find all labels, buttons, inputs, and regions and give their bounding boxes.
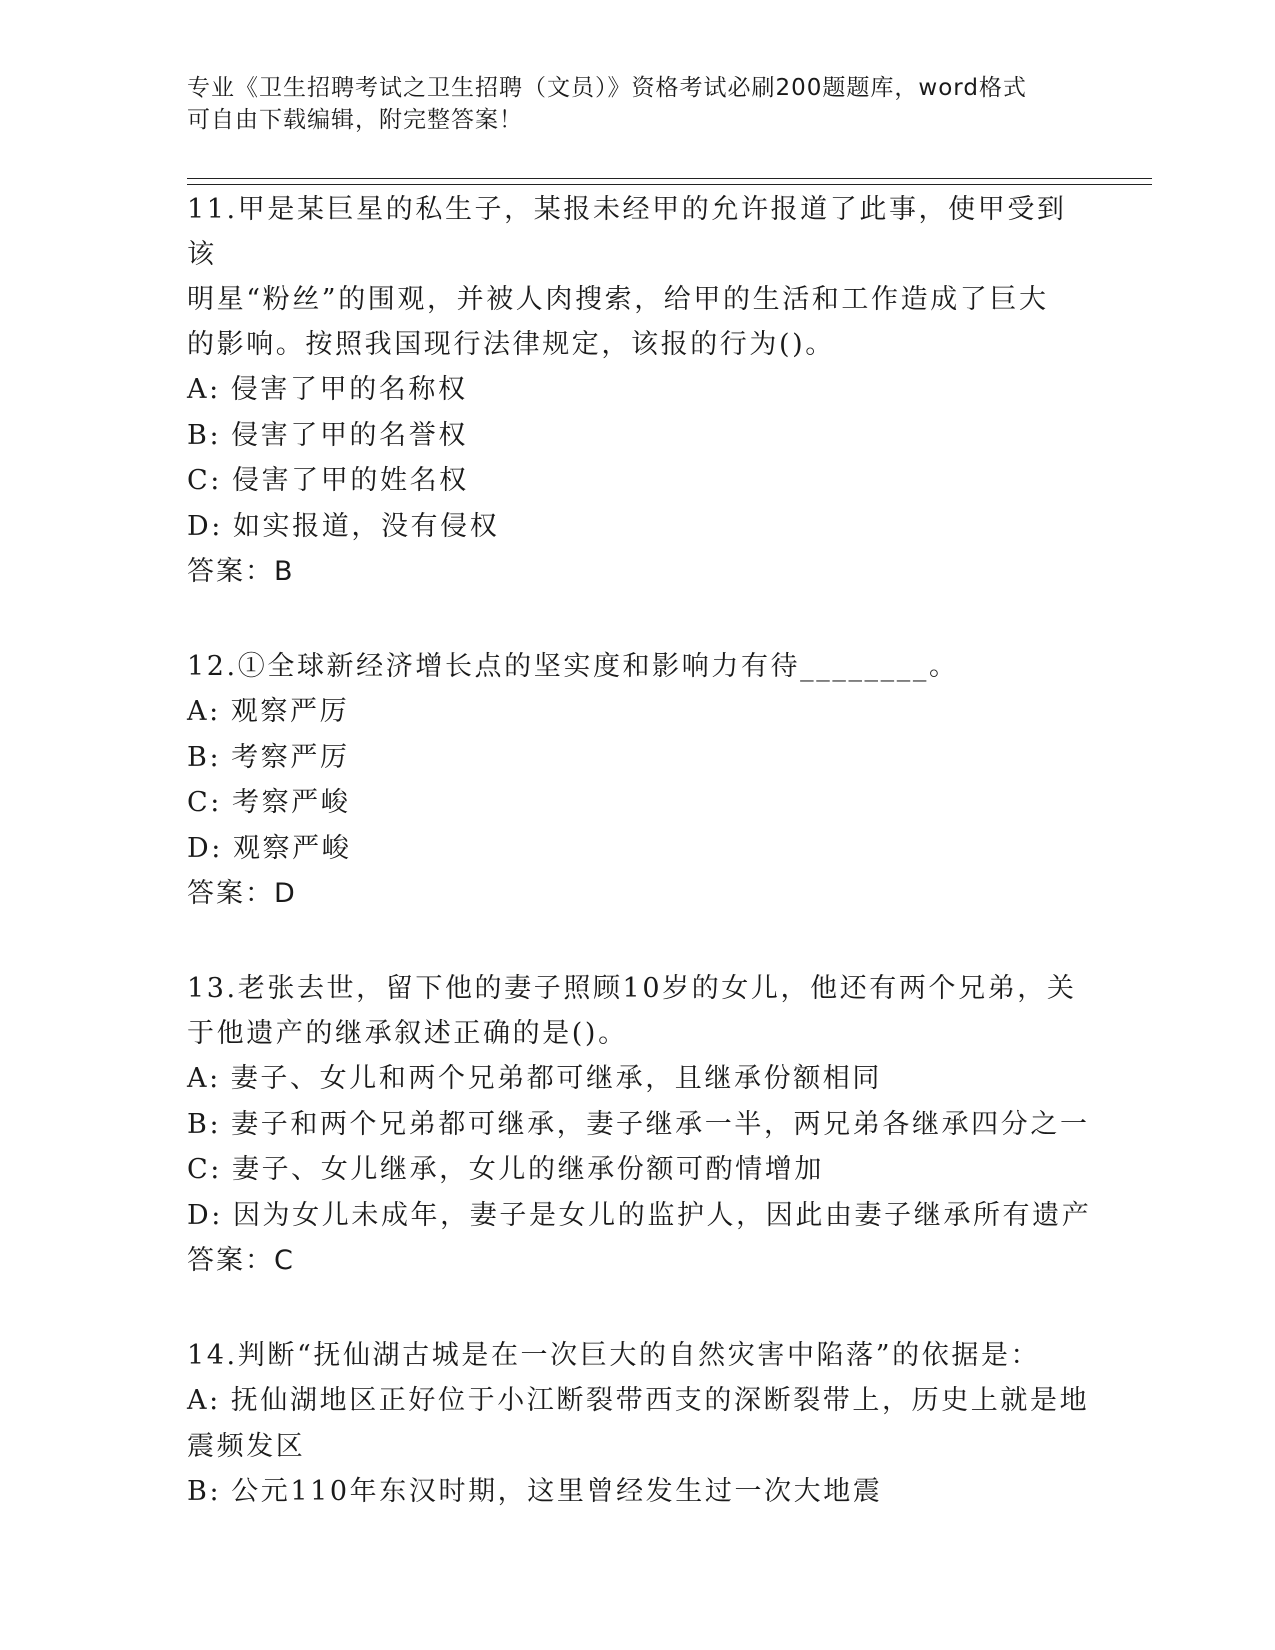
option-label: C:	[187, 1154, 222, 1185]
option-c	[187, 1147, 1087, 1193]
question-12	[187, 644, 1087, 916]
option-label: A:	[187, 1063, 221, 1094]
header-line-1: 专业《卫生招聘考试之卫生招聘（文员）》资格考试必刷200题题库，word格式	[187, 75, 1027, 101]
option-label: D:	[187, 832, 223, 864]
option-c	[187, 458, 1087, 504]
question-14	[187, 1333, 1090, 1515]
option-text: 妻子、女儿和两个兄弟都可继承，且继承份额相同	[230, 1063, 882, 1094]
header-divider-top	[187, 178, 1152, 179]
question-text-line: 13.老张去世，留下他的妻子照顾10岁的女儿，他还有两个兄弟，关	[187, 973, 1077, 1004]
option-label: C:	[187, 465, 222, 496]
option-a	[187, 689, 1087, 735]
header-line-2: 可自由下载编辑，附完整答案！	[187, 107, 523, 133]
question-text-line: 14.判断“抚仙湖古城是在一次巨大的自然灾害中陷落”的依据是：	[187, 1340, 1041, 1371]
option-d	[187, 504, 1087, 550]
option-label: C:	[187, 787, 222, 818]
question-text-line: 于他遗产的继承叙述正确的是()。	[187, 1018, 628, 1049]
option-label: B:	[187, 419, 222, 451]
option-a	[187, 1378, 1090, 1424]
option-text: 观察严峻	[232, 832, 352, 864]
option-text: 考察严厉	[231, 741, 350, 773]
option-c	[187, 780, 1087, 826]
question-text-line: 明星“粉丝”的围观，并被人肉搜索，给甲的生活和工作造成了巨大	[187, 284, 1049, 315]
option-label: A:	[187, 374, 221, 405]
question-11	[187, 187, 1087, 594]
option-a-continued	[187, 1424, 1087, 1470]
option-text: 因为女儿未成年，妻子是女儿的监护人，因此由妻子继承所有遗产	[232, 1199, 1092, 1231]
option-label: A:	[187, 696, 221, 727]
question-spacer	[187, 916, 1087, 966]
option-label: D:	[187, 1199, 223, 1231]
option-text: 震频发区	[187, 1430, 306, 1462]
option-text: 侵害了甲的名称权	[230, 374, 468, 405]
question-spacer	[187, 1283, 1087, 1333]
option-label: B:	[187, 1108, 222, 1140]
option-d	[187, 1193, 1092, 1239]
option-text: 如实报道，没有侵权	[232, 510, 500, 542]
option-b	[187, 735, 1087, 781]
header-divider-bottom	[187, 184, 1152, 185]
option-b	[187, 1469, 1087, 1515]
option-text: 侵害了甲的姓名权	[231, 465, 469, 496]
option-text: 观察严厉	[230, 696, 350, 727]
answer-line: 答案：B	[187, 556, 295, 587]
option-text: 考察严峻	[231, 787, 351, 818]
question-text-line: 12.①全球新经济增长点的坚实度和影响力有待________。	[187, 651, 959, 682]
option-b	[187, 413, 1087, 459]
option-a	[187, 1056, 1087, 1102]
option-text: 妻子、女儿继承，女儿的继承份额可酌情增加	[231, 1154, 824, 1185]
question-spacer	[187, 594, 1087, 644]
option-label: B:	[187, 741, 222, 773]
option-a	[187, 367, 1087, 413]
option-label: D:	[187, 510, 223, 542]
document-header	[187, 72, 1067, 136]
question-13	[187, 966, 1092, 1283]
option-d	[187, 826, 1087, 872]
option-b	[187, 1102, 1090, 1148]
answer-line: 答案：C	[187, 1245, 295, 1276]
option-text: 妻子和两个兄弟都可继承，妻子继承一半，两兄弟各继承四分之一	[231, 1108, 1090, 1140]
question-list	[187, 187, 1092, 1515]
option-text: 侵害了甲的名誉权	[231, 419, 468, 451]
option-text: 公元110年东汉时期，这里曾经发生过一次大地震	[231, 1476, 883, 1507]
answer-line: 答案：D	[187, 878, 297, 909]
question-text-line: 的影响。按照我国现行法律规定，该报的行为()。	[187, 329, 835, 360]
option-text: 抚仙湖地区正好位于小江断裂带西支的深断裂带上，历史上就是地	[230, 1385, 1090, 1416]
question-text-line: 11.甲是某巨星的私生子，某报未经甲的允许报道了此事，使甲受到该	[187, 194, 1067, 270]
option-label: B:	[187, 1476, 222, 1507]
option-label: A:	[187, 1385, 221, 1416]
